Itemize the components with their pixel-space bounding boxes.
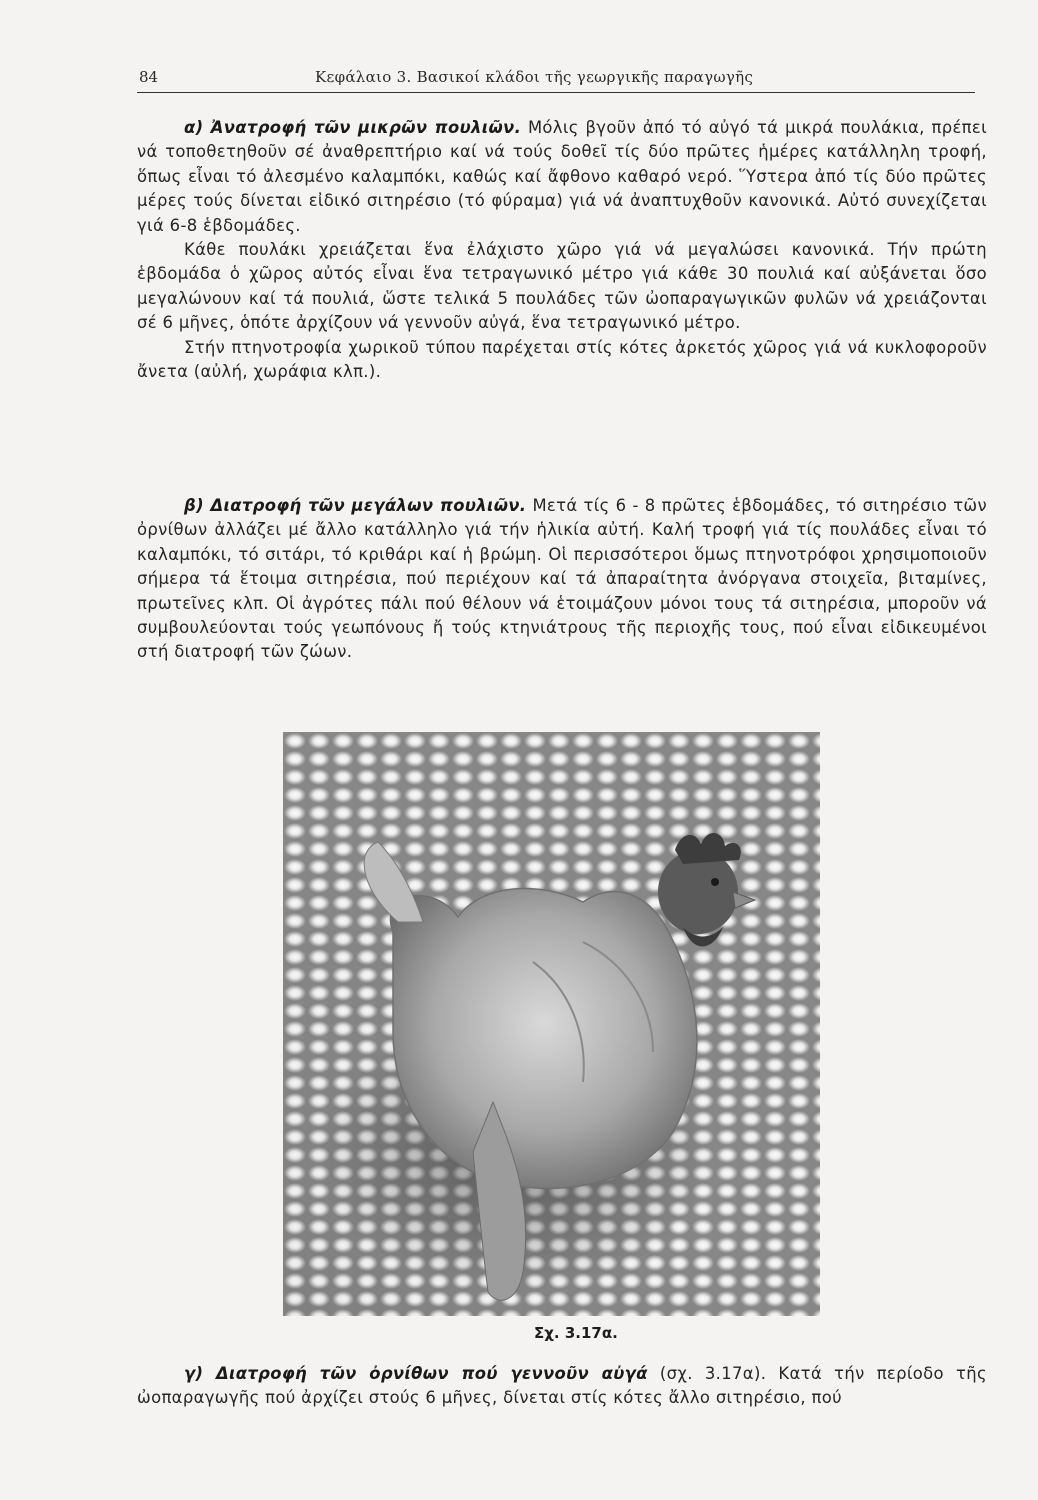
page-header: [137, 64, 975, 93]
section-a-paragraph-3: Στήν πτηνοτροφία χωρικοῦ τύπου παρέχεται στίς κότες ἀρκετός χῶρος γιά νά κυκλοφοροῦν ἄνετα (αὐλή, χωράφια κλπ.).: [137, 337, 987, 382]
hen-on-eggs-photo: [283, 732, 820, 1316]
running-title: Κεφάλαιο 3. Βασικοί κλάδοι τῆς γεωργικῆς παραγωγῆς: [315, 68, 754, 86]
section-c: [137, 1362, 987, 1411]
section-b: [137, 494, 987, 665]
hen-illustration: [283, 732, 820, 1316]
section-b-paragraph-1: [137, 494, 987, 665]
figure-caption: Σχ. 3.17α.: [534, 1324, 618, 1342]
section-a-paragraph-1: [137, 116, 987, 238]
section-a-heading: α) Ἀνατροφή τῶν μικρῶν πουλιῶν.: [184, 118, 522, 137]
section-c-text-1: (σχ. 3.17α). Κατά τήν περίοδο τῆς ὠοπαραγωγῆς πού ἀρχίζει στούς 6 μῆνες, δίνεται στίς κότες ἄλλο σιτηρέσιο, πού: [137, 1364, 987, 1408]
section-c-paragraph-1: [137, 1362, 987, 1411]
section-c-heading: γ) Διατροφή τῶν ὀρνίθων πού γεννοῦν αὐγά: [184, 1364, 648, 1383]
section-a-paragraph-2: Κάθε πουλάκι χρειάζεται ἕνα ἐλάχιστο χῶρο γιά νά μεγαλώσει κανονικά. Τήν πρώτη ἑβδομάδα ὁ χῶρος αὐτός εἶναι ἕνα τετραγωνικό μέτρο γιά κάθε 30 πουλιά καί αὐξάνεται ὅσο μεγαλώνουν καί τά πουλιά, ὥστε τελικά 5 πουλάδες τῶν ὠοπαραγωγικῶν φυλῶν νά χρειάζονται σέ 6 μῆνες, ὁπότε ἀρχίζουν νά γεννοῦν αὐγά, ἕνα τετραγωνικό μέτρο.: [137, 240, 987, 333]
section-b-text-1: Μετά τίς 6 - 8 πρῶτες ἑβδομάδες, τό σιτηρέσιο τῶν ὀρνίθων ἀλλάζει μέ ἄλλο κατάλληλο γιά τήν ἡλικία αὐτή. Καλή τροφή γιά τίς πουλάδες εἶναι τό καλαμπόκι, τό σιτάρι, τό κριθάρι καί ἡ βρώμη. Οἱ περισσότεροι ὅμως πτηνοτρόφοι χρησιμοποιοῦν σήμερα τά ἕτοιμα σιτηρέσια, πού περιέχουν καί τά ἀπαραίτητα ἀνόργανα στοιχεῖα, βιταμίνες, πρωτεῖνες κλπ. Οἱ ἀγρότες πάλι πού θέλουν νά ἑτοιμάζουν μόνοι τους τά σιτηρέσια, μποροῦν νά συμβουλεύονται τούς γεωπόνους ἤ τούς κτηνιάτρους τῆς περιοχῆς τους, πού εἶναι εἰδικευμένοι στή διατροφή τῶν ζώων.: [137, 496, 987, 662]
section-a-text-1: Μόλις βγοῦν ἀπό τό αὐγό τά μικρά πουλάκια, πρέπει νά τοποθετηθοῦν σέ ἀναθρεπτήριο καί νά τούς δοθεῖ τίς δύο πρῶτες ἡμέρες κατάλληλη τροφή, ὅπως εἶναι τό ἀλεσμένο καλαμπόκι, καθώς καί ἄφθονο καθαρό νερό. Ὕστερα ἀπό τίς δύο πρῶτες μέρες τούς δίνεται εἰδικό σιτηρέσιο (τό φύραμα) γιά νά ἀναπτυχθοῦν κανονικά. Αὐτό συνεχίζεται γιά 6-8 ἑβδομάδες.: [137, 118, 988, 235]
page-number: 84: [139, 68, 159, 86]
section-b-heading: β) Διατροφή τῶν μεγάλων πουλιῶν.: [184, 496, 527, 515]
section-a: [137, 116, 987, 384]
